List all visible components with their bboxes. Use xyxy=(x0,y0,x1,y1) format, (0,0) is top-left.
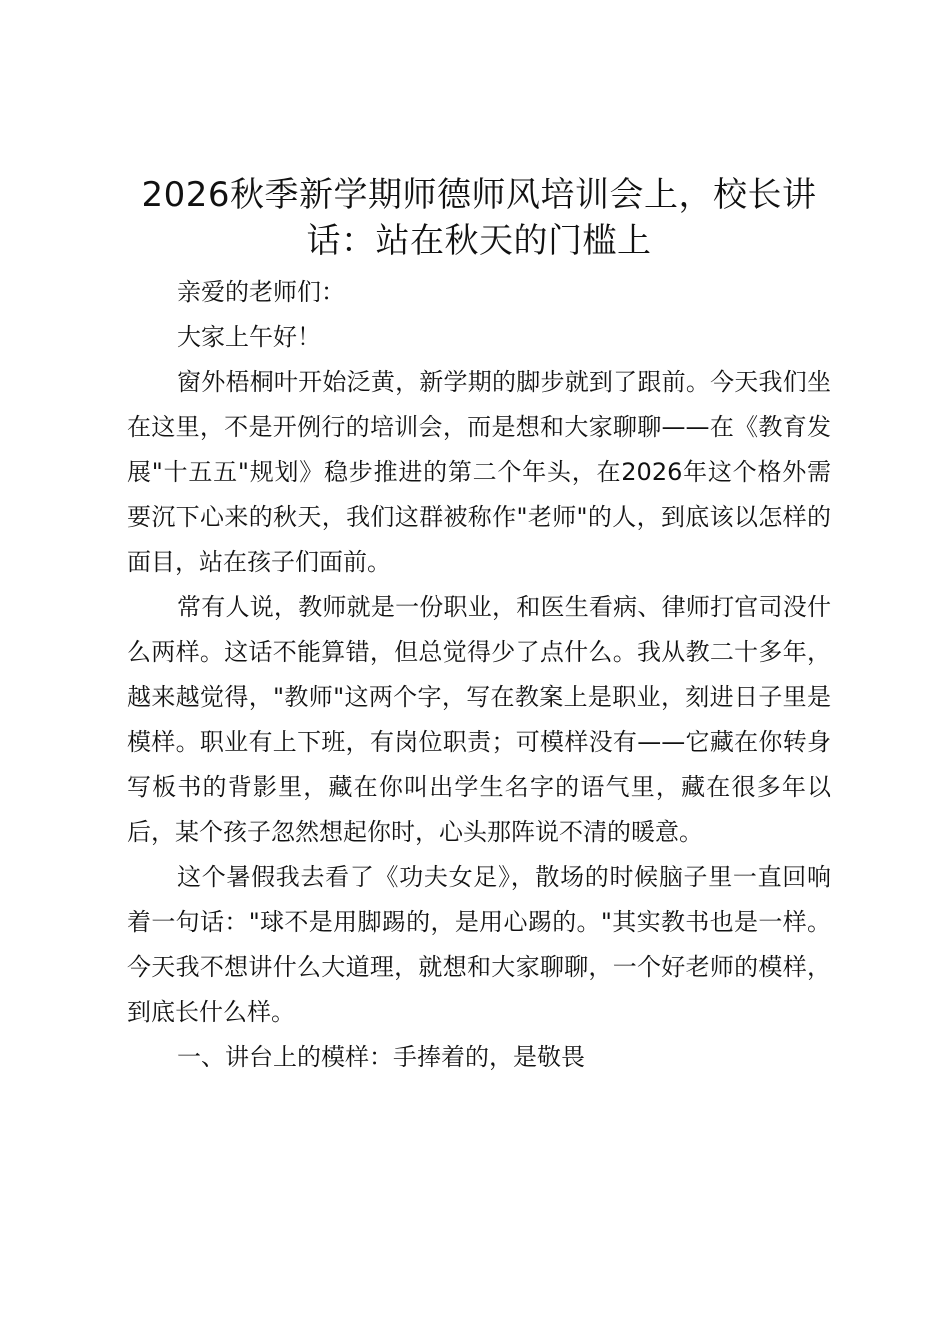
document-page xyxy=(127,172,831,1080)
document-title: 2026秋季新学期师德师风培训会上，校长讲话：站在秋天的门槛上 xyxy=(141,175,817,261)
body-paragraph-2: 常有人说，教师就是一份职业，和医生看病、律师打官司没什么两样。这话不能算错，但总觉得少了点什么。我从教二十多年，越来越觉得，"教师"这两个字，写在教案上是职业，刻进日子里是模样。职业有上下班，有岗位职责；可模样没有——它藏在你转身写板书的背影里，藏在你叫出学生名字的语气里，藏在很多年以后，某个孩子忽然想起你时，心头那阵说不清的暖意。 xyxy=(127,593,831,846)
salutation: 亲爱的老师们： xyxy=(177,278,345,306)
greeting: 大家上午好！ xyxy=(177,323,321,351)
body-paragraph-3: 这个暑假我去看了《功夫女足》，散场的时候脑子里一直回响着一句话："球不是用脚踢的，是用心踢的。"其实教书也是一样。今天我不想讲什么大道理，就想和大家聊聊，一个好老师的模样，到底长什么样。 xyxy=(127,863,831,1026)
body-paragraph-1: 窗外梧桐叶开始泛黄，新学期的脚步就到了跟前。今天我们坐在这里，不是开例行的培训会，而是想和大家聊聊——在《教育发展"十五五"规划》稳步推进的第二个年头，在2026年这个格外需要沉下心来的秋天，我们这群被称作"老师"的人，到底该以怎样的面目，站在孩子们面前。 xyxy=(127,368,831,576)
section-heading: 一、讲台上的模样：手捧着的，是敬畏 xyxy=(177,1043,585,1071)
